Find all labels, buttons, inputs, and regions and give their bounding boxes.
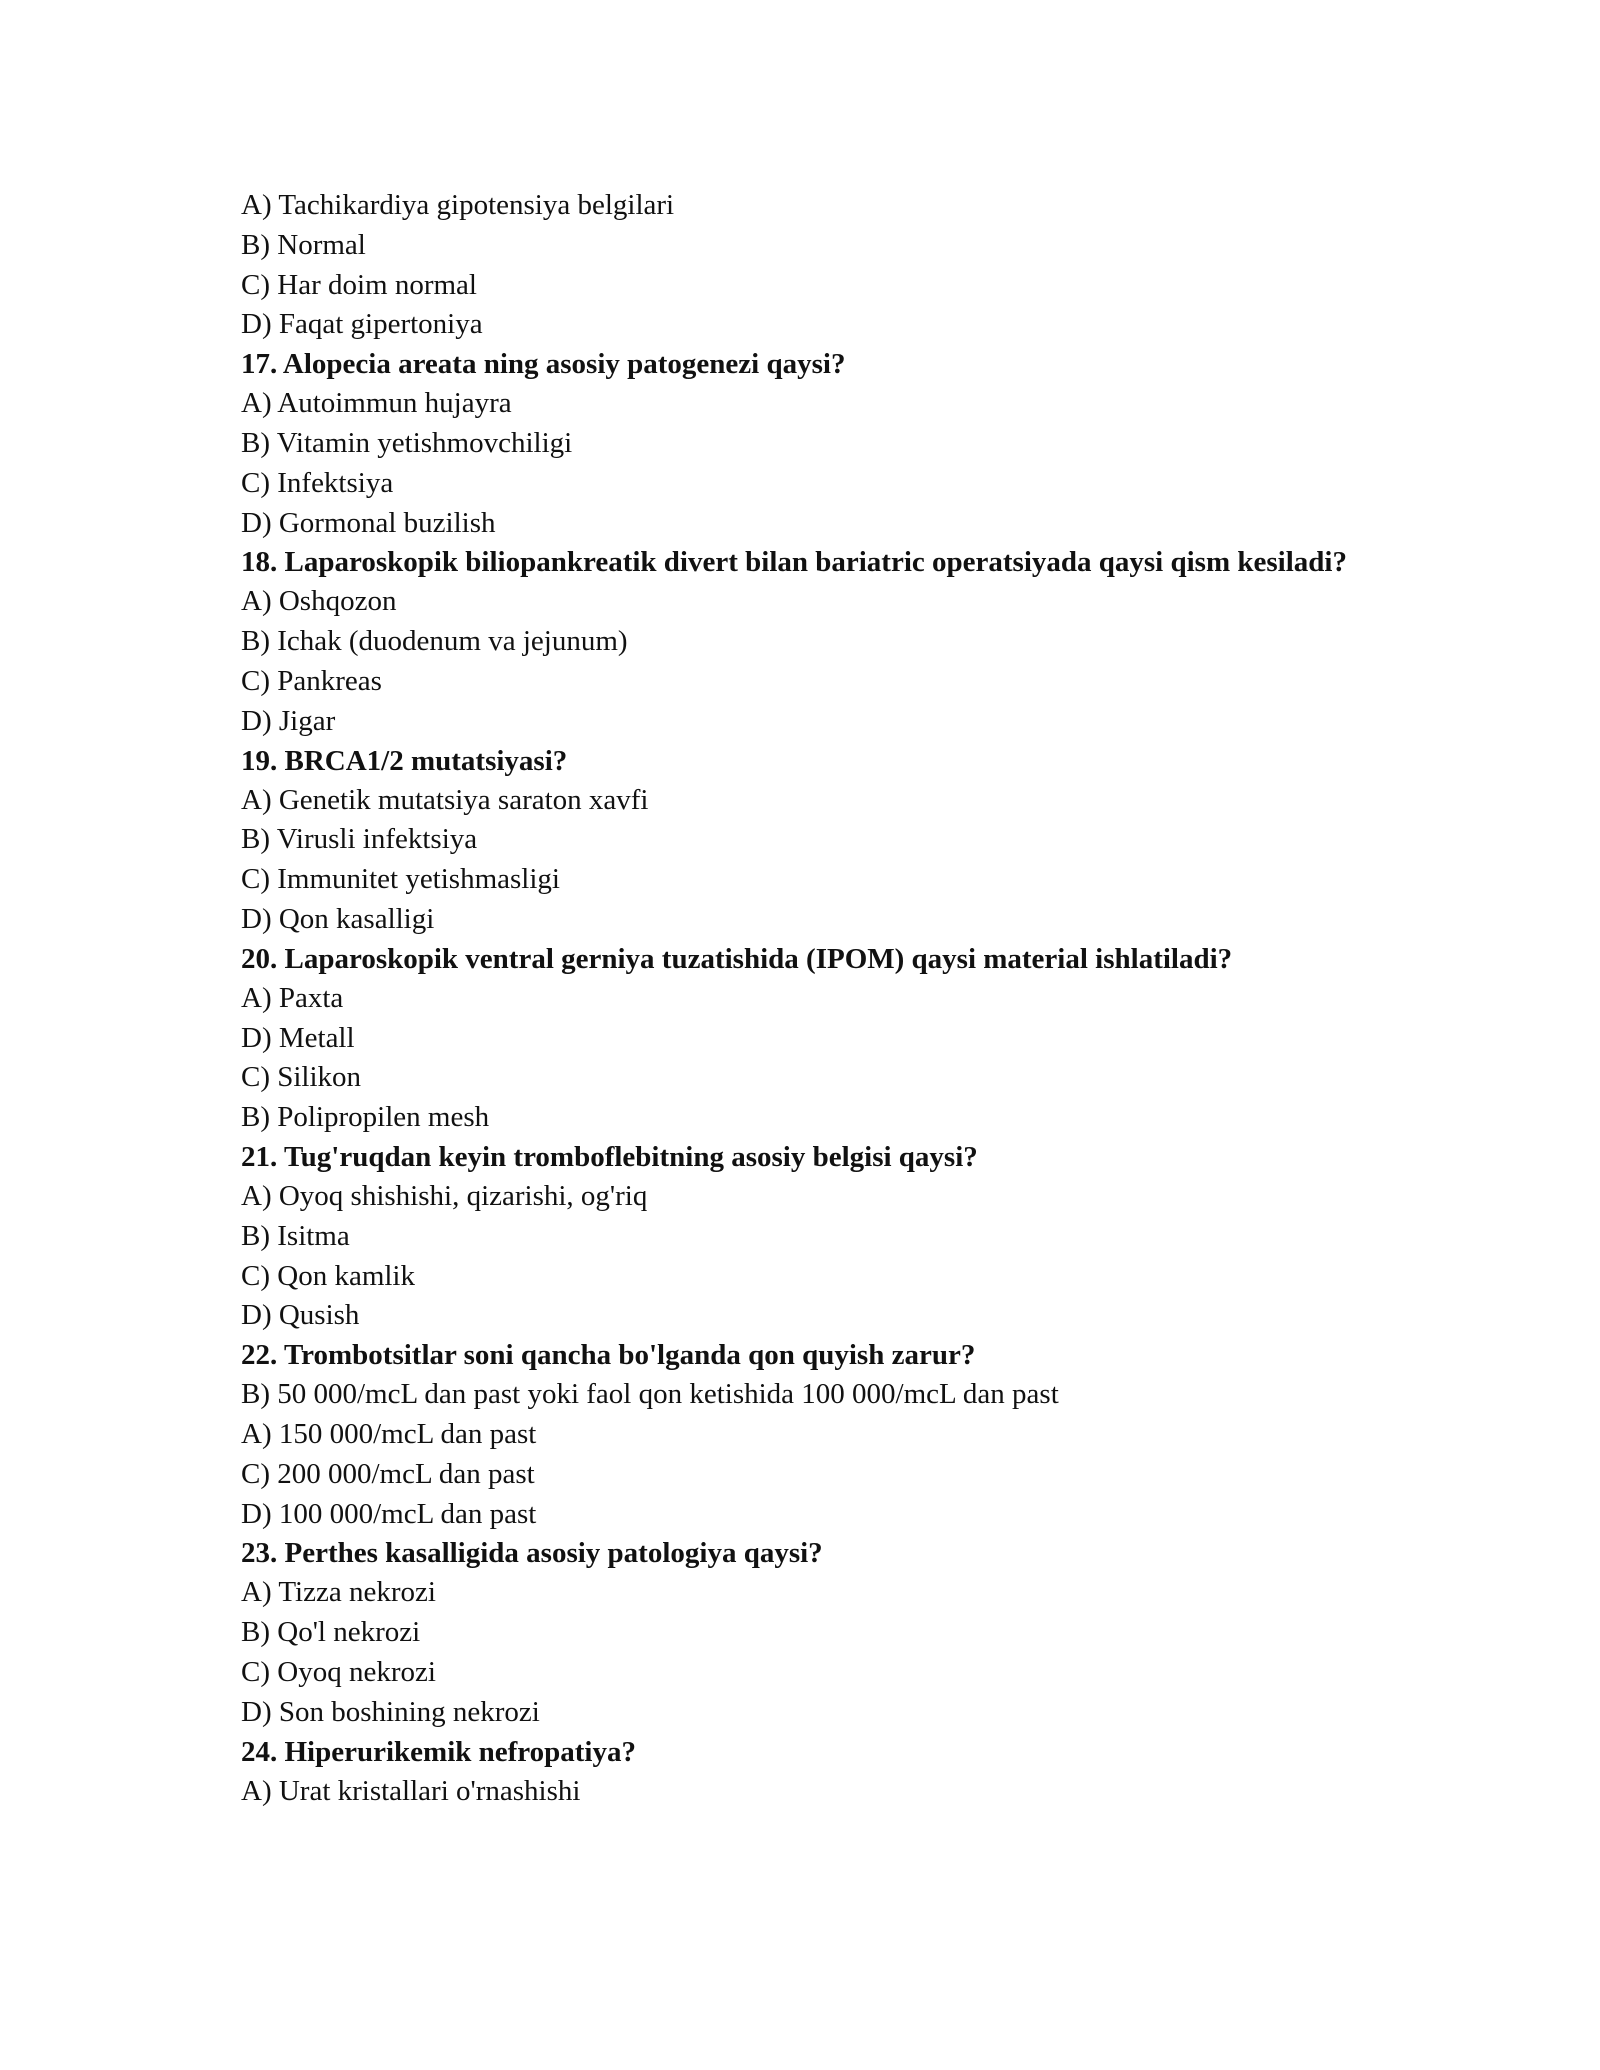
question-22 xyxy=(241,1338,1401,1534)
option: B) Normal xyxy=(241,228,366,261)
option: A) Genetik mutatsiya saraton xavfi xyxy=(241,783,649,816)
lead-options xyxy=(241,186,1401,345)
option: C) Immunitet yetishmasligi xyxy=(241,863,560,896)
option: D) Faqat gipertoniya xyxy=(241,308,483,341)
option: B) Polipropilen mesh xyxy=(241,1101,490,1134)
option: B) Ichak (duodenum va jejunum) xyxy=(241,625,628,658)
question-text: 18. Laparoskopik biliopankreatik divert bilan bariatric operatsiyada qaysi qism kesiladi? xyxy=(241,546,1347,579)
option: A) Oshqozon xyxy=(241,585,397,618)
option: C) Qon kamlik xyxy=(241,1259,415,1292)
option: C) 200 000/mcL dan past xyxy=(241,1457,535,1490)
option: A) Tachikardiya gipotensiya belgilari xyxy=(241,189,675,221)
option: B) Qo'l nekrozi xyxy=(241,1616,421,1649)
option: D) Qon kasalligi xyxy=(241,902,435,935)
option: C) Oyoq nekrozi xyxy=(241,1655,436,1688)
option: B) Isitma xyxy=(241,1219,350,1252)
option: D) 100 000/mcL dan past xyxy=(241,1497,537,1530)
question-21 xyxy=(241,1140,1401,1336)
option: A) Paxta xyxy=(241,981,344,1014)
option: D) Son boshining nekrozi xyxy=(241,1695,540,1728)
question-text: 19. BRCA1/2 mutatsiyasi? xyxy=(241,744,568,777)
question-text: 24. Hiperurikemik nefropatiya? xyxy=(241,1735,636,1768)
option: C) Infektsiya xyxy=(241,466,394,499)
question-text: 17. Alopecia areata ning asosiy patogenezi qaysi? xyxy=(241,348,846,381)
question-text: 21. Tug'ruqdan keyin tromboflebitning asosiy belgisi qaysi? xyxy=(241,1140,978,1173)
question-text: 20. Laparoskopik ventral gerniya tuzatishida (IPOM) qaysi material ishlatiladi? xyxy=(241,942,1233,975)
option: A) Autoimmun hujayra xyxy=(241,387,512,420)
question-text: 23. Perthes kasalligida asosiy patologiya qaysi? xyxy=(241,1537,823,1570)
option: D) Jigar xyxy=(241,704,336,737)
option: A) 150 000/mcL dan past xyxy=(241,1417,537,1450)
option: C) Silikon xyxy=(241,1061,362,1094)
document-page xyxy=(241,186,1401,1811)
option: B) 50 000/mcL dan past yoki faol qon ketishida 100 000/mcL dan past xyxy=(241,1378,1059,1411)
option: D) Qusish xyxy=(241,1299,360,1332)
option: B) Vitamin yetishmovchiligi xyxy=(241,426,573,459)
option: D) Metall xyxy=(241,1021,355,1054)
question-24 xyxy=(241,1735,1401,1812)
question-23 xyxy=(241,1536,1401,1732)
option: C) Har doim normal xyxy=(241,268,477,301)
question-17 xyxy=(241,347,1401,543)
question-19 xyxy=(241,744,1401,940)
question-text: 22. Trombotsitlar soni qancha bo'lganda qon quyish zarur? xyxy=(241,1339,976,1372)
question-18 xyxy=(241,545,1401,741)
option: A) Oyoq shishishi, qizarishi, og'riq xyxy=(241,1179,648,1212)
option: A) Urat kristallari o'rnashishi xyxy=(241,1774,581,1807)
option: D) Gormonal buzilish xyxy=(241,506,496,539)
option: C) Pankreas xyxy=(241,664,382,697)
option: A) Tizza nekrozi xyxy=(241,1576,436,1609)
option: B) Virusli infektsiya xyxy=(241,823,478,856)
question-20 xyxy=(241,942,1401,1138)
